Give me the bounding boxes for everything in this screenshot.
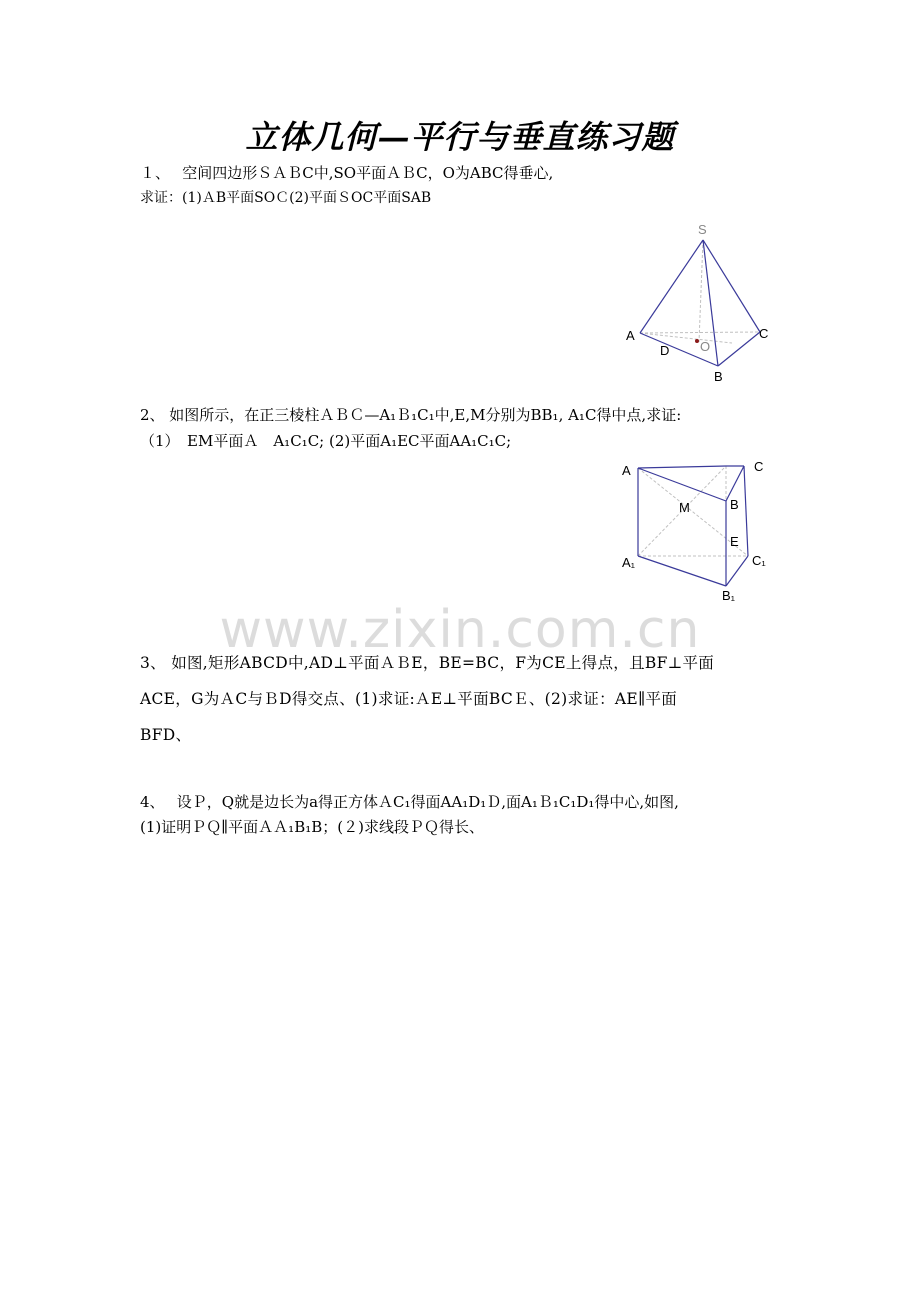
edge-sc [703,240,760,332]
hidden-edge-ac [640,332,760,333]
label-c1: C₁ [752,553,766,568]
edge-cc1 [744,466,748,556]
q3-statement-line3: BFD、 [140,726,192,744]
point-o [695,339,699,343]
edge-ab [638,468,726,501]
q3-statement-line2: ACE，G为ＡC与ＢD得交点、(1)求证:ＡE⊥平面BCＥ、(2)求证：AE∥平面 [140,690,678,708]
label-a: A [622,463,631,478]
label-b1: B₁ [722,588,736,603]
label-o: O [700,339,711,354]
label-c: C [759,326,769,341]
label-a1: A₁ [622,555,636,570]
label-c: C [754,459,764,474]
hidden-edge-ao [640,333,732,343]
height-so [699,240,703,342]
q1-pyramid-figure [620,220,790,390]
watermark: www.zixin.com.cn [219,600,701,660]
edge-a1b1 [638,556,726,586]
q1-prove: 求证：(1)ＡB平面SOＣ(2)平面ＳOC平面SAB [140,190,432,206]
label-a: A [626,328,635,343]
q2-statement: 2、 如图所示，在正三棱柱ＡＢＣ—A₁Ｂ₁C₁中,E,M分别为BB₁, A₁C得中点,求证: [140,406,682,424]
label-e: E [730,534,739,549]
label-b: B [714,369,723,384]
q4-statement: 4、 设Ｐ，Q就是边长为a得正方体ＡC₁得面AA₁D₁Ｄ,面A₁Ｂ₁C₁D₁得中心,如图, [140,793,679,811]
edge-b1c1 [726,556,748,586]
q4-prove: (1)证明ＰＱ∥平面ＡＡ₁B₁B；(２)求线段ＰＱ得长、 [140,818,484,836]
label-s: S [698,222,707,237]
q2-prism-figure [618,458,778,606]
edge-sa [640,240,703,333]
label-b: B [730,497,739,512]
q2-prove: （1） EM平面Ａ A₁C₁C; (2)平面A₁EC平面AA₁C₁C; [140,432,512,450]
label-m: M [679,500,690,515]
edge-cb [726,466,744,501]
page-title: 立体几何—平行与垂直练习题 [245,118,675,156]
edge-ac [638,466,726,468]
label-d: D [660,343,670,358]
q3-statement-line1: 3、 如图,矩形ABCD中,AD⊥平面ＡＢE，BE=BC，F为CE上得点，且BF⊥平面 [140,654,715,672]
q1-statement: １、 空间四边形ＳＡＢC中,SO平面ＡＢC，O为ABC得垂心, [140,164,554,182]
edge-bc [718,332,760,366]
